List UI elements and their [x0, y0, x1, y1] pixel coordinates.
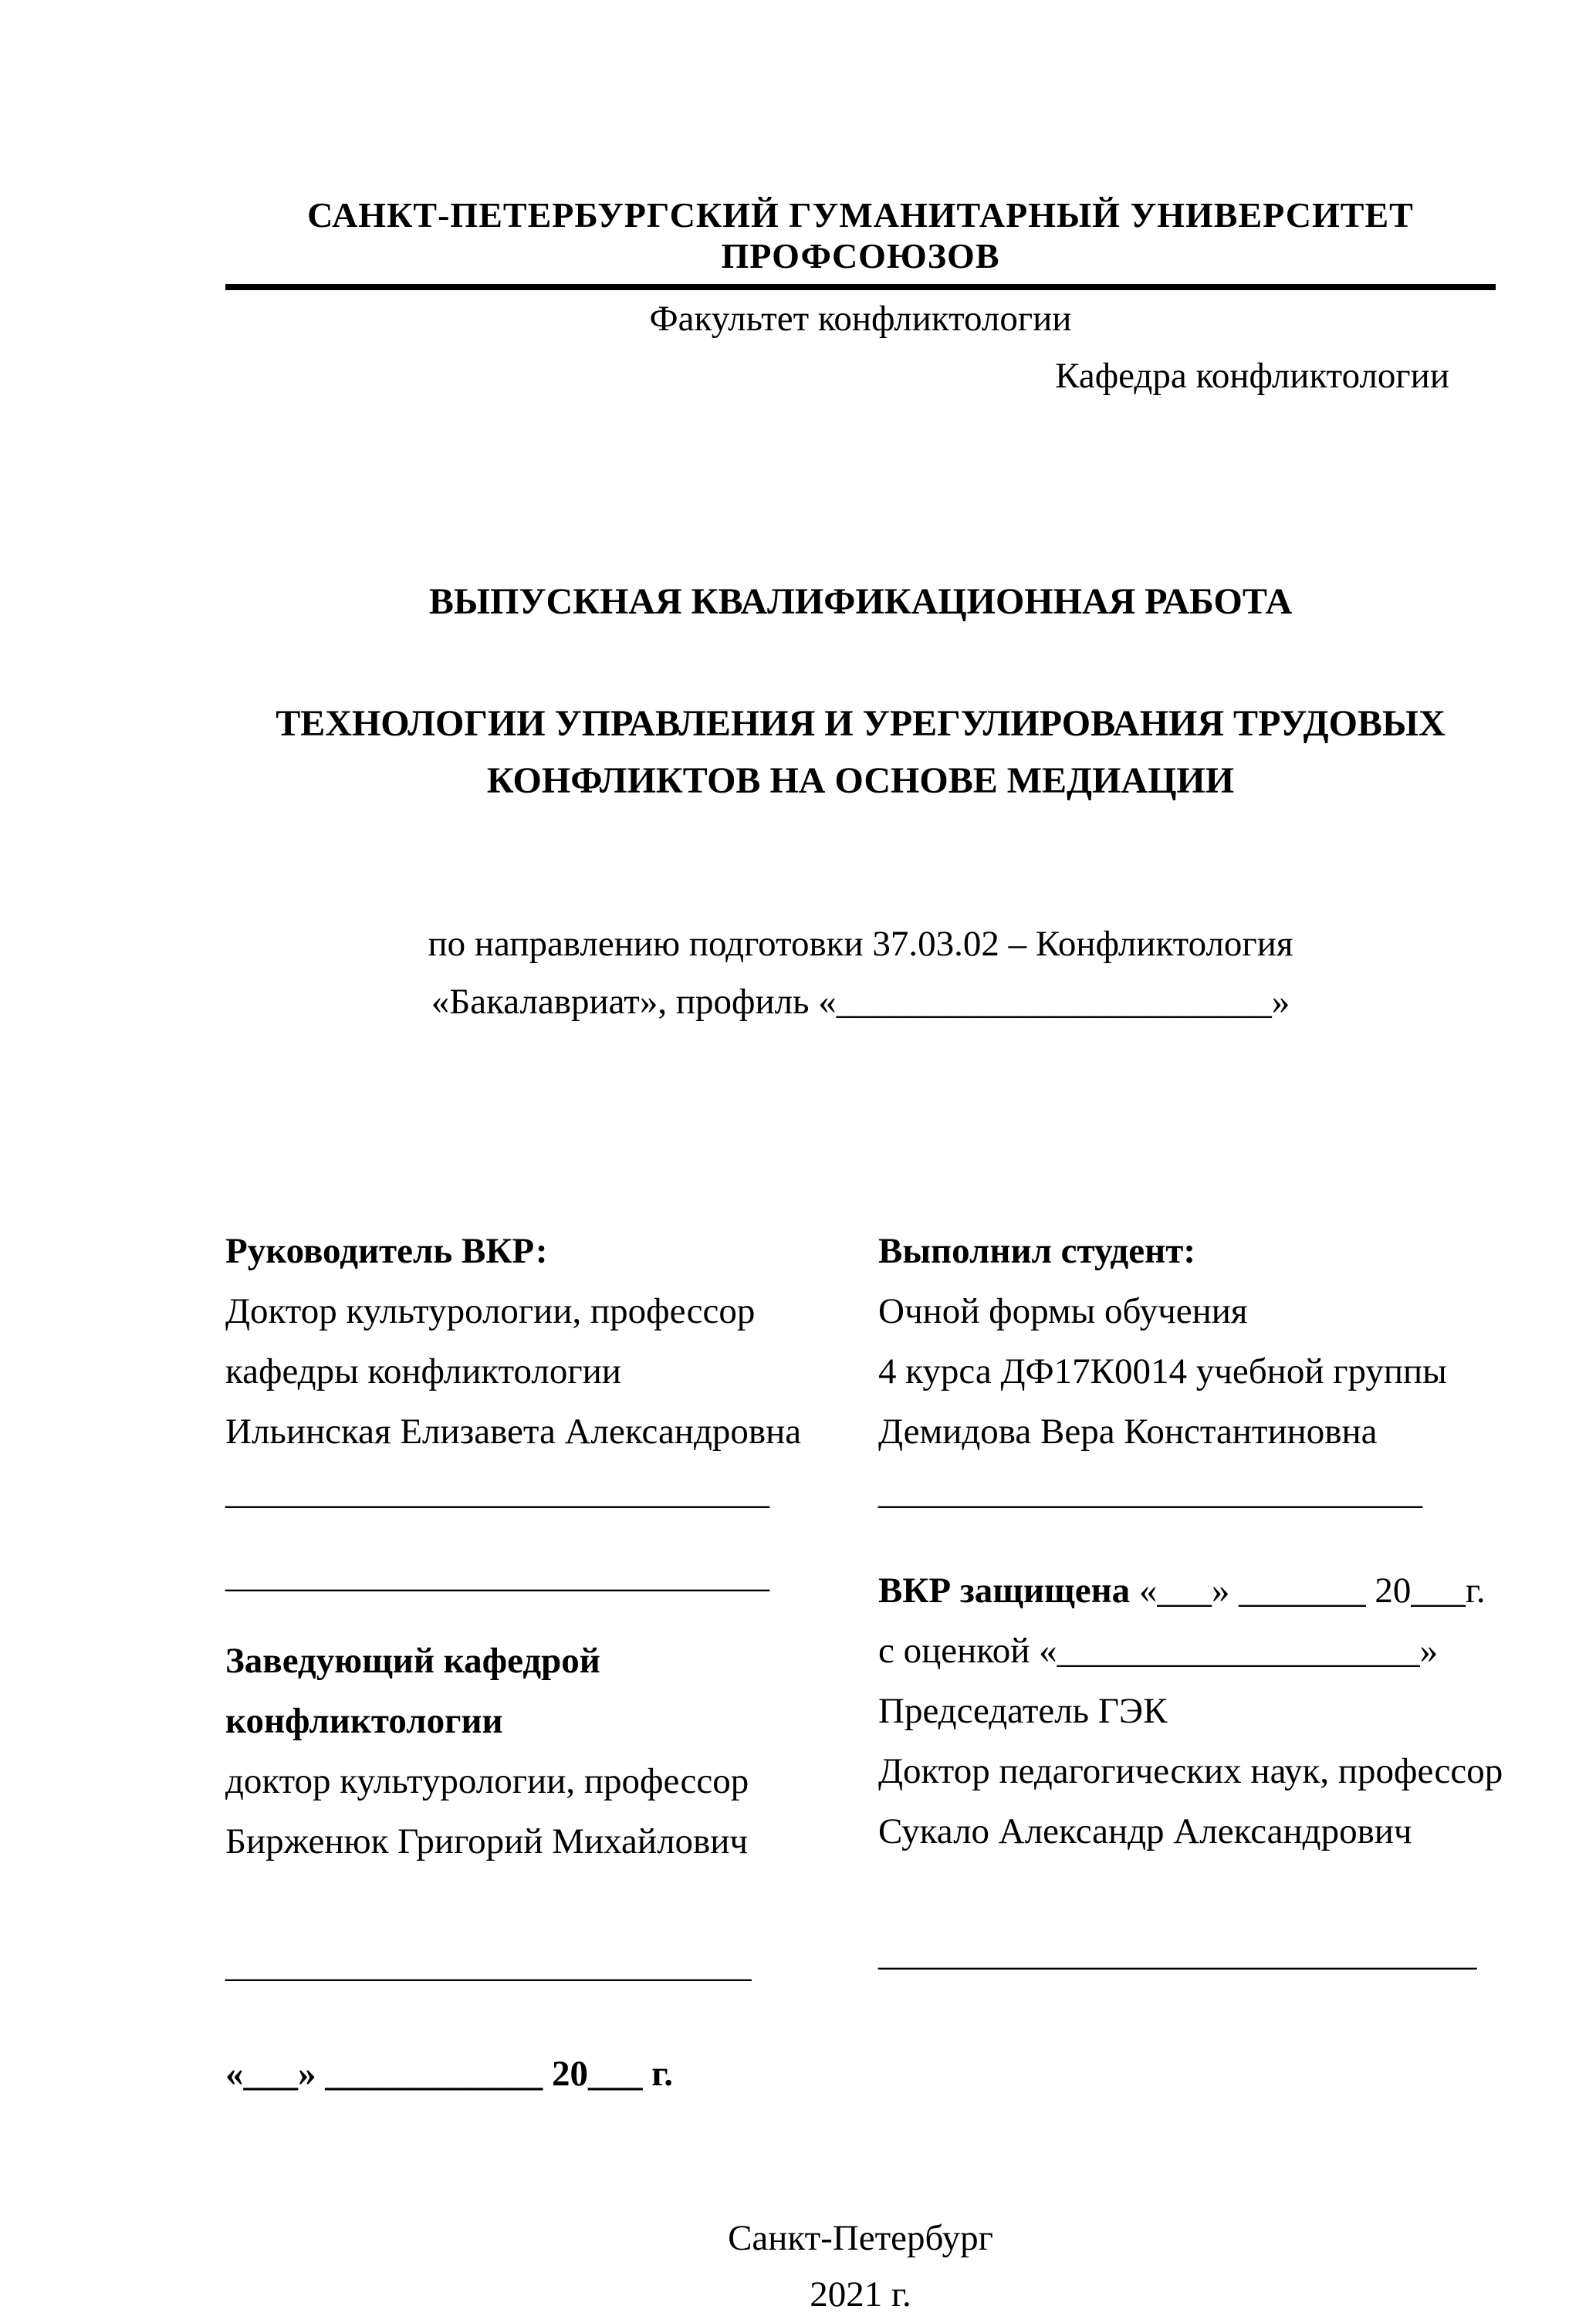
signature-line: ______________________________ — [878, 1472, 1422, 1513]
signature-line: _____________________________ — [225, 1945, 752, 1986]
signature-line: ______________________________ — [225, 1555, 769, 1596]
student-name: Демидова Вера Константиновна — [878, 1412, 1378, 1452]
signature-line: _________________________________ — [878, 1933, 1477, 1974]
defense-grade-line: с оценкой «____________________» — [878, 1631, 1439, 1672]
degree-direction: по направлению подготовки 37.03.02 – Конфликтология — [428, 923, 1293, 964]
advisor-chair: кафедры конфликтологии — [225, 1351, 621, 1392]
thesis-title-line2: КОНФЛИКТОВ НА ОСНОВЕ МЕДИАЦИИ — [486, 760, 1235, 802]
advisor-degree: Доктор культурологии, профессор — [225, 1291, 756, 1332]
department-head-heading-line2: конфликтологии — [225, 1701, 503, 1742]
degree-profile: «Бакалавриат», профиль «________________________» — [431, 981, 1290, 1022]
gek-chair-degree: Доктор педагогических наук, профессор — [878, 1751, 1503, 1792]
advisor-name: Ильинская Елизавета Александровна — [225, 1412, 802, 1452]
faculty-name: Факультет конфликтологии — [649, 299, 1072, 339]
defense-date-blank: «___» _______ 20___г. — [1130, 1571, 1486, 1611]
date-blank-line: «___» ____________ 20___ г. — [225, 2054, 674, 2095]
university-name: САНКТ-ПЕТЕРБУРГСКИЙ ГУМАНИТАРНЫЙ УНИВЕРСИТЕТ ПРОФСОЮЗОВ — [225, 194, 1496, 290]
gek-chair-name: Сукало Александр Александрович — [878, 1811, 1412, 1852]
student-column — [878, 1221, 1503, 2104]
signature-columns — [225, 1221, 1503, 2104]
department-head-degree: доктор культурологии, профессор — [225, 1761, 749, 1802]
degree-direction-block — [225, 915, 1496, 1031]
work-type-title: ВЫПУСКНАЯ КВАЛИФИКАЦИОННАЯ РАБОТА — [428, 581, 1293, 622]
footer — [225, 2210, 1496, 2323]
thesis-title-line1: ТЕХНОЛОГИИ УПРАВЛЕНИЯ И УРЕГУЛИРОВАНИЯ ТРУДОВЫХ — [276, 703, 1446, 744]
defense-date-line — [878, 1561, 1496, 1621]
defense-defended-label: ВКР защищена — [878, 1571, 1131, 1611]
student-group: 4 курса ДФ17К0014 учебной группы — [878, 1351, 1447, 1392]
department-name: Кафедра конфликтологии — [1055, 356, 1449, 396]
department-head-name: Бирженюк Григорий Михайлович — [225, 1821, 749, 1862]
signature-line: ______________________________ — [225, 1472, 769, 1513]
advisor-column — [225, 1221, 820, 2104]
student-heading: Выполнил студент: — [878, 1231, 1195, 1272]
advisor-heading: Руководитель ВКР: — [225, 1231, 548, 1272]
student-study-form: Очной формы обучения — [878, 1291, 1248, 1332]
footer-city: Санкт-Петербург — [728, 2218, 993, 2259]
footer-year: 2021 г. — [810, 2274, 911, 2315]
department-head-heading-line1: Заведующий кафедрой — [225, 1641, 600, 1682]
thesis-title — [225, 695, 1496, 810]
gek-chair-title: Председатель ГЭК — [878, 1691, 1168, 1732]
